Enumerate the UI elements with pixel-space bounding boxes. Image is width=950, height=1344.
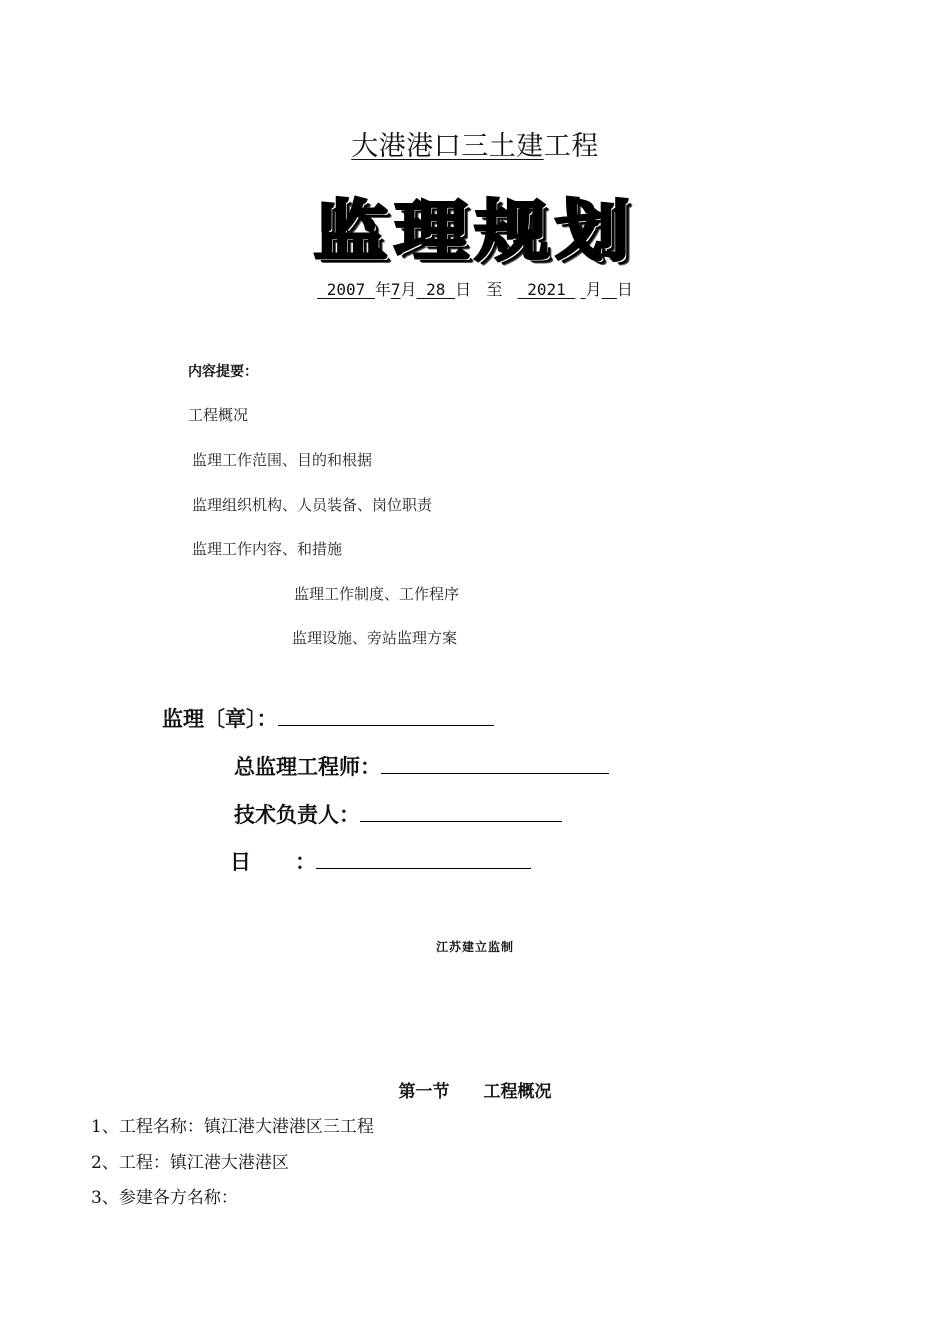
- participants-line: 3、参建各方名称：: [91, 1188, 238, 1208]
- summary-item-organization: 监理组织机构、人员装备、岗位职责: [192, 496, 433, 514]
- project-title-rest: 工程: [543, 131, 599, 162]
- section-number: 第一节: [398, 1082, 450, 1102]
- year-from: 2007: [326, 280, 366, 299]
- signature-stamp: [162, 703, 494, 733]
- day-from: 28: [426, 280, 446, 299]
- summary-heading: 内容提要：: [188, 364, 258, 380]
- date-label: 日: [230, 850, 251, 874]
- stamp-label: 监理〔章〕：: [162, 707, 278, 731]
- month-from: 7: [390, 280, 401, 299]
- chief-engineer-label: 总监理工程师：: [234, 755, 381, 779]
- date-blank-line: [316, 850, 531, 869]
- stamp-blank-line: [278, 707, 494, 726]
- year-to: 2021: [527, 280, 566, 299]
- summary-item-overview: 工程概况: [188, 406, 249, 424]
- tech-lead-blank-line: [360, 803, 562, 822]
- date-colon: ：: [295, 850, 316, 874]
- signature-tech-lead: [234, 799, 562, 829]
- signature-chief-engineer: [234, 751, 609, 781]
- project-location-line: 2、工程：镇江港大港港区: [91, 1153, 289, 1173]
- summary-item-content: 监理工作内容、和措施: [192, 540, 343, 558]
- section-heading: [0, 1077, 950, 1102]
- signature-date: [230, 846, 531, 876]
- tech-lead-label: 技术负责人：: [234, 803, 360, 827]
- chief-engineer-blank-line: [381, 755, 609, 774]
- main-title: 监理规划: [313, 193, 637, 270]
- summary-item-facilities: 监理设施、旁站监理方案: [292, 629, 458, 647]
- summary-item-procedures: 监理工作制度、工作程序: [294, 585, 460, 603]
- section-title: 工程概况: [483, 1082, 552, 1102]
- project-title-underlined: 大港港口三土建: [351, 131, 544, 162]
- project-name-line: 1、工程名称：镇江港大港港区三工程: [91, 1117, 374, 1137]
- date-range: 2007 年7月 28 日 至 2021 月 日: [326, 280, 633, 299]
- summary-item-scope: 监理工作范围、目的和根据: [192, 451, 373, 469]
- project-title: [0, 124, 950, 163]
- issuing-organization: 江苏建立监制: [435, 940, 514, 954]
- to-label: 至: [486, 280, 503, 299]
